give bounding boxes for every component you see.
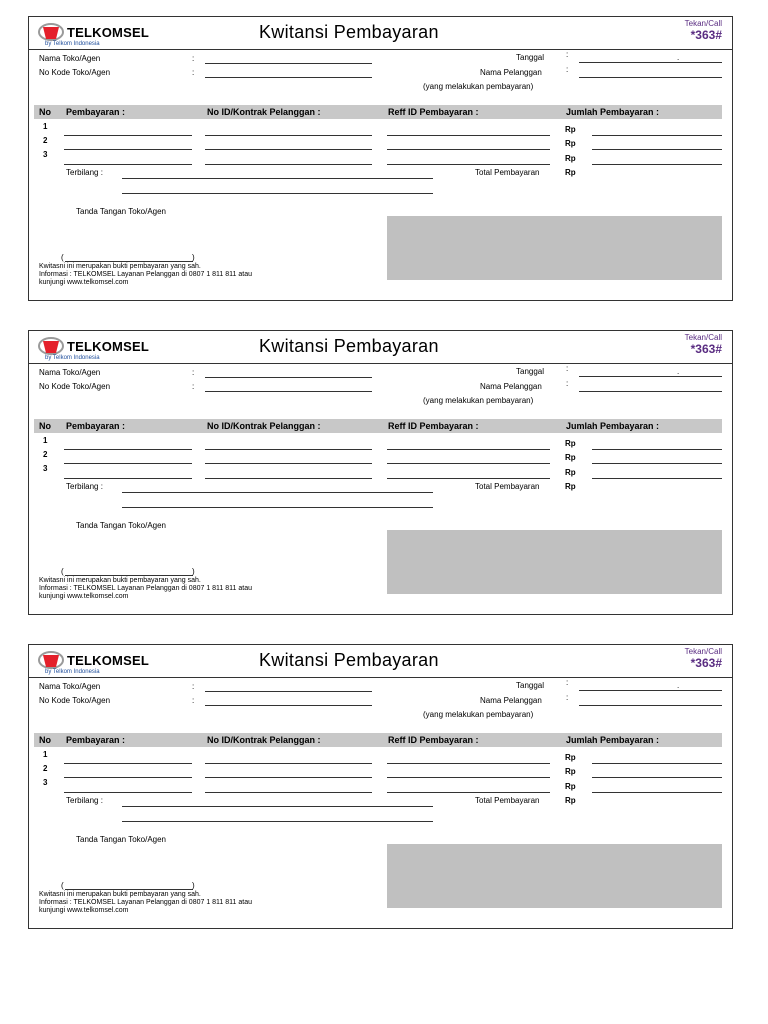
footer-info [39, 577, 252, 601]
call-label: Tekan/Call [684, 19, 722, 28]
signature-paren-open: ( [61, 881, 64, 890]
call-info [685, 333, 722, 356]
col-no-id: No ID/Kontrak Pelanggan : [207, 421, 321, 431]
col-jumlah: Jumlah Pembayaran : [566, 735, 660, 745]
signature-paren-close: ) [192, 253, 195, 262]
pembayaran-field[interactable] [64, 763, 192, 764]
signature-paren-open: ( [61, 253, 64, 262]
reff-id-field[interactable] [387, 463, 550, 464]
reff-id-field[interactable] [387, 792, 550, 793]
signature-name-field[interactable] [65, 575, 193, 576]
terbilang-field[interactable] [122, 806, 433, 807]
reff-id-field[interactable] [387, 164, 550, 165]
row-number: 3 [43, 464, 48, 473]
nama-toko-label: Nama Toko/Agen [39, 682, 101, 691]
currency-label: Rp [565, 468, 576, 477]
pembayaran-field[interactable] [64, 463, 192, 464]
total-currency: Rp [565, 168, 576, 177]
colon: : [566, 693, 569, 702]
yang-melakukan-note: (yang melakukan pembayaran) [423, 396, 534, 405]
colon: : [566, 364, 569, 373]
telkomsel-logo-icon [37, 335, 65, 357]
footer-line: kunjungi www.telkomsel.com [39, 593, 129, 600]
jumlah-field[interactable] [592, 478, 722, 479]
pembayaran-field[interactable] [64, 164, 192, 165]
jumlah-field[interactable] [592, 149, 722, 150]
footer-line: Kwitasni ini merupakan bukti pembayaran yang sah. [39, 891, 201, 898]
yang-melakukan-note: (yang melakukan pembayaran) [423, 710, 534, 719]
col-no-id: No ID/Kontrak Pelanggan : [207, 107, 321, 117]
signature-box[interactable] [387, 530, 722, 594]
jumlah-field[interactable] [592, 135, 722, 136]
signature-box[interactable] [387, 844, 722, 908]
total-label: Total Pembayaran [475, 796, 540, 805]
tanggal-label: Tanggal [516, 681, 545, 690]
terbilang-field[interactable] [122, 492, 433, 493]
signature-box[interactable] [387, 216, 722, 280]
nama-toko-field[interactable] [205, 377, 372, 378]
col-pembayaran: Pembayaran : [66, 735, 126, 745]
call-label: Tekan/Call [684, 333, 722, 342]
currency-label: Rp [565, 154, 576, 163]
tanggal-field[interactable] [579, 376, 722, 377]
terbilang-field-2[interactable] [122, 193, 433, 194]
call-code: *363# [690, 342, 722, 356]
signature-paren-open: ( [61, 567, 64, 576]
jumlah-field[interactable] [592, 449, 722, 450]
terbilang-label: Terbilang : [66, 796, 103, 805]
telkomsel-logo-icon [37, 649, 65, 671]
telkomsel-logo [37, 649, 177, 677]
colon: : [192, 54, 195, 63]
row-number: 2 [43, 450, 48, 459]
by-line: by Telkom Indonesia [45, 41, 100, 47]
receipt-copy-1 [28, 16, 733, 301]
header-divider [29, 363, 732, 364]
no-id-field[interactable] [205, 792, 372, 793]
col-no: No [39, 107, 51, 117]
signature-label: Tanda Tangan Toko/Agen [76, 207, 167, 216]
colon: : [566, 678, 569, 687]
footer-info [39, 263, 252, 287]
footer-line: Kwitasni ini merupakan bukti pembayaran yang sah. [39, 263, 201, 270]
receipt-title: Kwitansi Pembayaran [259, 336, 439, 356]
nama-toko-field[interactable] [205, 691, 372, 692]
total-label: Total Pembayaran [475, 168, 540, 177]
pembayaran-field[interactable] [64, 792, 192, 793]
signature-paren-close: ) [192, 881, 195, 890]
colon: : [566, 50, 569, 59]
row-number: 1 [43, 750, 48, 759]
pembayaran-field[interactable] [64, 777, 192, 778]
col-no-id: No ID/Kontrak Pelanggan : [207, 735, 321, 745]
footer-line: kunjungi www.telkomsel.com [39, 279, 129, 286]
currency-label: Rp [565, 139, 576, 148]
currency-label: Rp [565, 125, 576, 134]
nama-pelanggan-label: Nama Pelanggan [480, 68, 542, 77]
table-header [34, 733, 722, 747]
header-divider [29, 49, 732, 50]
colon: : [192, 382, 195, 391]
currency-label: Rp [565, 767, 576, 776]
date-dot: . [677, 367, 680, 376]
jumlah-field[interactable] [592, 164, 722, 165]
reff-id-field[interactable] [387, 135, 550, 136]
no-kode-field[interactable] [205, 705, 372, 706]
no-id-field[interactable] [205, 164, 372, 165]
colon: : [566, 65, 569, 74]
row-number: 3 [43, 778, 48, 787]
brand-name: TELKOMSEL [67, 653, 149, 668]
no-kode-field[interactable] [205, 391, 372, 392]
col-jumlah: Jumlah Pembayaran : [566, 421, 660, 431]
jumlah-field[interactable] [592, 777, 722, 778]
reff-id-field[interactable] [387, 449, 550, 450]
nama-toko-label: Nama Toko/Agen [39, 368, 101, 377]
col-no: No [39, 421, 51, 431]
colon: : [566, 379, 569, 388]
tanggal-label: Tanggal [516, 367, 545, 376]
footer-line: Informasi : TELKOMSEL Layanan Pelanggan di 0807 1 811 811 atau [39, 271, 252, 278]
colon: : [192, 368, 195, 377]
row-number: 1 [43, 436, 48, 445]
currency-label: Rp [565, 453, 576, 462]
footer-line: Informasi : TELKOMSEL Layanan Pelanggan di 0807 1 811 811 atau [39, 899, 252, 906]
pembayaran-field[interactable] [64, 478, 192, 479]
footer-line: Informasi : TELKOMSEL Layanan Pelanggan di 0807 1 811 811 atau [39, 585, 252, 592]
telkomsel-logo-icon [37, 21, 65, 43]
col-reff-id: Reff ID Pembayaran : [388, 735, 479, 745]
colon: : [192, 682, 195, 691]
signature-name-field[interactable] [65, 261, 193, 262]
call-code: *363# [690, 28, 722, 42]
nama-pelanggan-field[interactable] [579, 391, 722, 392]
total-currency: Rp [565, 482, 576, 491]
nama-toko-field[interactable] [205, 63, 372, 64]
row-number: 3 [43, 150, 48, 159]
no-kode-label: No Kode Toko/Agen [39, 382, 111, 391]
header-divider [29, 677, 732, 678]
nama-pelanggan-label: Nama Pelanggan [480, 696, 542, 705]
nama-pelanggan-label: Nama Pelanggan [480, 382, 542, 391]
total-currency: Rp [565, 796, 576, 805]
date-dot: . [677, 681, 680, 690]
row-number: 1 [43, 122, 48, 131]
brand-name: TELKOMSEL [67, 339, 149, 354]
call-info [685, 19, 722, 42]
terbilang-field-2[interactable] [122, 507, 433, 508]
signature-paren-close: ) [192, 567, 195, 576]
terbilang-label: Terbilang : [66, 482, 103, 491]
footer-info [39, 891, 252, 915]
col-pembayaran: Pembayaran : [66, 421, 126, 431]
by-line: by Telkom Indonesia [45, 669, 100, 675]
tanggal-label: Tanggal [516, 53, 545, 62]
table-header [34, 105, 722, 119]
no-id-field[interactable] [205, 149, 372, 150]
footer-line: Kwitasni ini merupakan bukti pembayaran yang sah. [39, 577, 201, 584]
no-kode-label: No Kode Toko/Agen [39, 68, 111, 77]
total-label: Total Pembayaran [475, 482, 540, 491]
jumlah-field[interactable] [592, 792, 722, 793]
nama-pelanggan-field[interactable] [579, 77, 722, 78]
col-jumlah: Jumlah Pembayaran : [566, 107, 660, 117]
terbilang-label: Terbilang : [66, 168, 103, 177]
no-id-field[interactable] [205, 763, 372, 764]
brand-name: TELKOMSEL [67, 25, 149, 40]
col-reff-id: Reff ID Pembayaran : [388, 421, 479, 431]
receipt-title: Kwitansi Pembayaran [259, 650, 439, 670]
row-number: 2 [43, 764, 48, 773]
signature-label: Tanda Tangan Toko/Agen [76, 835, 167, 844]
jumlah-field[interactable] [592, 763, 722, 764]
colon: : [192, 68, 195, 77]
reff-id-field[interactable] [387, 763, 550, 764]
col-reff-id: Reff ID Pembayaran : [388, 107, 479, 117]
date-dot: . [677, 53, 680, 62]
jumlah-field[interactable] [592, 463, 722, 464]
call-info [685, 647, 722, 670]
telkomsel-logo [37, 21, 177, 49]
no-kode-label: No Kode Toko/Agen [39, 696, 111, 705]
receipt-title: Kwitansi Pembayaran [259, 22, 439, 42]
tanggal-field[interactable] [579, 62, 722, 63]
nama-toko-label: Nama Toko/Agen [39, 54, 101, 63]
nama-pelanggan-field[interactable] [579, 705, 722, 706]
table-header [34, 419, 722, 433]
signature-name-field[interactable] [65, 889, 193, 890]
colon: : [192, 696, 195, 705]
currency-label: Rp [565, 439, 576, 448]
reff-id-field[interactable] [387, 149, 550, 150]
tanggal-field[interactable] [579, 690, 722, 691]
reff-id-field[interactable] [387, 478, 550, 479]
currency-label: Rp [565, 782, 576, 791]
col-no: No [39, 735, 51, 745]
pembayaran-field[interactable] [64, 449, 192, 450]
no-kode-field[interactable] [205, 77, 372, 78]
terbilang-field[interactable] [122, 178, 433, 179]
call-code: *363# [690, 656, 722, 670]
pembayaran-field[interactable] [64, 149, 192, 150]
footer-line: kunjungi www.telkomsel.com [39, 907, 129, 914]
col-pembayaran: Pembayaran : [66, 107, 126, 117]
receipt-copy-3 [28, 644, 733, 929]
signature-label: Tanda Tangan Toko/Agen [76, 521, 167, 530]
call-label: Tekan/Call [684, 647, 722, 656]
currency-label: Rp [565, 753, 576, 762]
row-number: 2 [43, 136, 48, 145]
no-id-field[interactable] [205, 449, 372, 450]
terbilang-field-2[interactable] [122, 821, 433, 822]
pembayaran-field[interactable] [64, 135, 192, 136]
no-id-field[interactable] [205, 478, 372, 479]
no-id-field[interactable] [205, 463, 372, 464]
by-line: by Telkom Indonesia [45, 355, 100, 361]
no-id-field[interactable] [205, 135, 372, 136]
no-id-field[interactable] [205, 777, 372, 778]
telkomsel-logo [37, 335, 177, 363]
receipt-copy-2 [28, 330, 733, 615]
yang-melakukan-note: (yang melakukan pembayaran) [423, 82, 534, 91]
reff-id-field[interactable] [387, 777, 550, 778]
